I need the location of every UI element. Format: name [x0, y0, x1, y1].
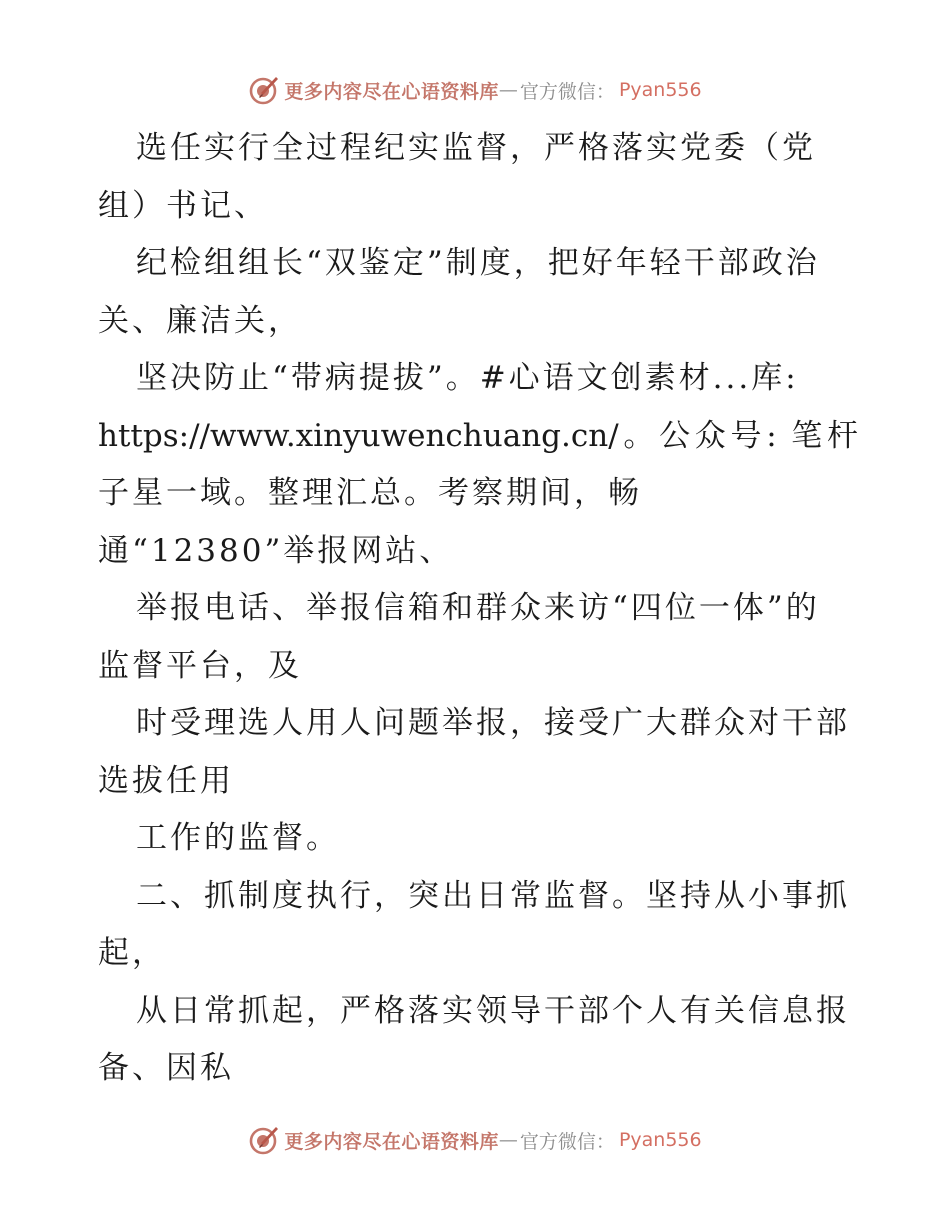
body-line-6: https://www.xinyuwenchuang.cn/。公众号: 笔杆 [98, 417, 858, 454]
body-line-17: 备、因私 [98, 1050, 234, 1086]
body-line-5: 坚决防止“带病提拔”。#心语文创素材...库: [136, 360, 799, 396]
header-wechat-label: 官方微信： [519, 80, 615, 103]
header-brand-text: 更多内容尽在心语资料库 [284, 80, 499, 103]
footer-brand-text: 更多内容尽在心语资料库 [284, 1130, 499, 1153]
body-line-12: 选拔任用 [98, 762, 234, 799]
document-body [98, 120, 858, 1098]
body-line-14: 二、抓制度执行，突出日常监督。坚持从小事抓 [136, 877, 850, 914]
quill-seal-icon [248, 74, 280, 106]
header-wechat-id: Pyan556 [618, 79, 702, 101]
footer-wechat-label: 官方微信： [519, 1130, 615, 1153]
footer-dash: — [498, 1129, 518, 1151]
body-line-13: 工作的监督。 [136, 820, 340, 856]
body-line-3: 纪检组组长“双鉴定”制度，把好年轻干部政治 [136, 245, 820, 281]
body-line-15: 起， [98, 935, 166, 971]
quill-seal-icon [248, 1124, 280, 1156]
body-line-7: 子星一域。整理汇总。考察期间，畅 [98, 475, 642, 511]
body-line-4: 关、廉洁关， [98, 302, 302, 339]
body-line-16: 从日常抓起，严格落实领导干部个人有关信息报 [136, 992, 850, 1029]
body-line-9: 举报电话、举报信箱和群众来访“四位一体”的 [136, 590, 820, 626]
body-line-1: 选任实行全过程纪实监督，严格落实党委（党 [136, 130, 816, 166]
body-line-10: 监督平台，及 [98, 647, 302, 684]
footer-banner [0, 1120, 950, 1160]
body-line-2: 组）书记、 [98, 187, 268, 224]
body-line-11: 时受理选人用人问题举报，接受广大群众对干部 [136, 705, 850, 741]
footer-wechat-id: Pyan556 [618, 1129, 702, 1151]
body-line-8: 通“12380”举报网站、 [98, 532, 454, 569]
header-dash: — [498, 79, 518, 101]
header-banner [0, 70, 950, 110]
